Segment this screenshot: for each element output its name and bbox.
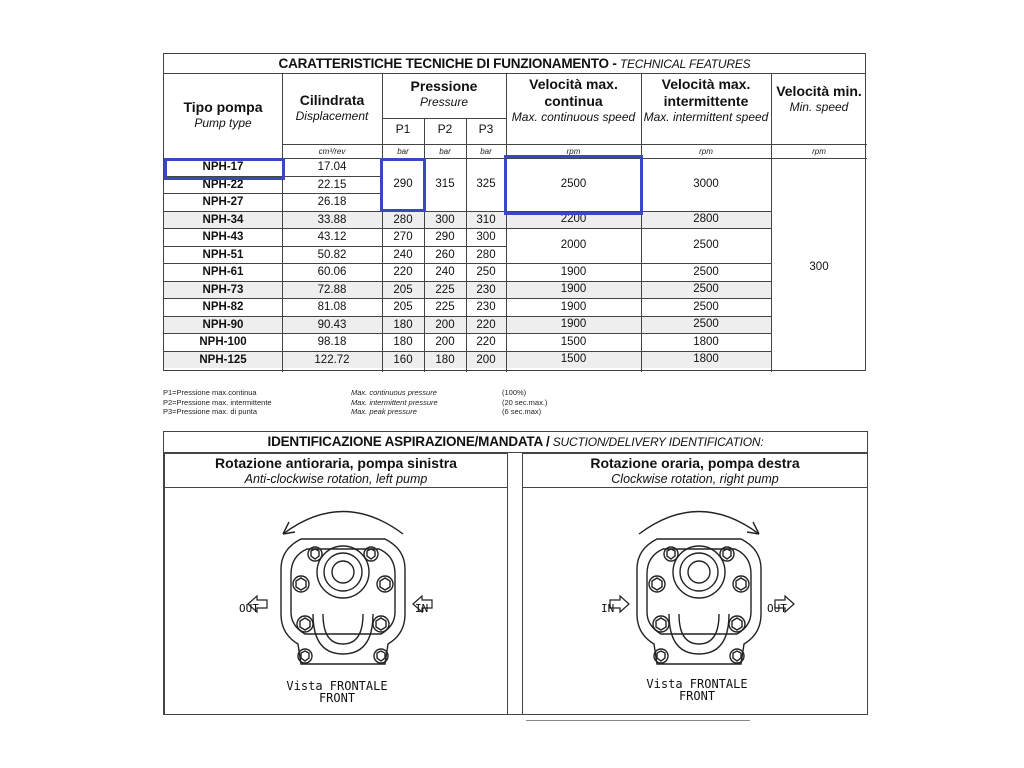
pressure-p2-cell: 225 xyxy=(435,300,455,313)
displacement-cell: 43.12 xyxy=(317,230,347,243)
pressure-p2-cell: 240 xyxy=(435,265,455,278)
model-cell: NPH-100 xyxy=(199,335,247,348)
pressure-p3-cell: 230 xyxy=(476,300,496,313)
cont-43-51: 2000 xyxy=(560,239,587,251)
displacement-cell: 50.82 xyxy=(317,248,347,261)
displacement-cell: 22.15 xyxy=(317,178,347,191)
pressure-p1-cell: 160 xyxy=(393,353,413,366)
cont-100: 1500 xyxy=(560,336,587,348)
pump-drawing-right xyxy=(599,494,799,679)
header-displacement: Cilindrata Displacement xyxy=(295,92,369,123)
left-pane-header: Rotazione antioraria, pompa sinistra Anti-clockwise rotation, left pump xyxy=(165,454,507,488)
inter-90: 2500 xyxy=(693,318,719,330)
inter-125: 1800 xyxy=(693,353,719,365)
displacement-cell: 60.06 xyxy=(317,265,347,278)
bolt-icon xyxy=(649,547,749,663)
pressure-p3-cell: 220 xyxy=(476,335,496,348)
inter-73: 2500 xyxy=(693,283,719,295)
g1-inter: 3000 xyxy=(693,178,719,190)
displacement-cell: 26.18 xyxy=(317,195,347,208)
ident-title: IDENTIFICAZIONE ASPIRAZIONE/MANDATA / SUCTION/DELIVERY IDENTIFICATION: xyxy=(164,432,867,453)
unit-min: rpm xyxy=(812,147,826,156)
header-p2: P2 xyxy=(437,122,453,136)
model-cell: NPH-34 xyxy=(202,213,244,226)
pressure-p2-cell: 260 xyxy=(435,248,455,261)
header-pump-type: Tipo pompa Pump type xyxy=(183,99,263,130)
highlight-p1-290 xyxy=(380,158,426,212)
unit-cont: rpm xyxy=(566,147,581,156)
min-speed-value: 300 xyxy=(809,261,829,273)
g1-p3: 325 xyxy=(476,178,496,190)
legend-english: Max. continuous pressure Max. intermittent pressure Max. peak pressure xyxy=(351,388,438,416)
cont-82: 1900 xyxy=(560,301,587,313)
pressure-p1-cell: 205 xyxy=(393,300,413,313)
pressure-p2-cell: 290 xyxy=(435,230,455,243)
right-out-label: OUT xyxy=(767,602,787,615)
pressure-p1-cell: 270 xyxy=(393,230,413,243)
pressure-p2-cell: 180 xyxy=(435,353,455,366)
header-p1: P1 xyxy=(395,122,411,136)
header-max-continuous-speed: Velocità max. continua Max. continuous speed xyxy=(511,76,636,124)
displacement-cell: 17.04 xyxy=(317,160,347,173)
model-cell: NPH-22 xyxy=(202,178,244,191)
inter-34: 2800 xyxy=(693,213,719,225)
pressure-p2-cell: 225 xyxy=(435,283,455,296)
pressure-p3-cell: 250 xyxy=(476,265,496,278)
right-pane-header: Rotazione oraria, pompa destra Clockwise rotation, right pump xyxy=(523,454,867,488)
unit-p1: bar xyxy=(397,147,409,156)
right-pump-pane xyxy=(522,453,868,715)
header-min-speed: Velocità min. Min. speed xyxy=(776,83,862,114)
highlight-model-nph17 xyxy=(164,158,285,180)
pressure-p3-cell: 310 xyxy=(476,213,496,226)
displacement-cell: 98.18 xyxy=(317,335,347,348)
highlight-continuous-2500 xyxy=(504,155,643,215)
pressure-p1-cell: 240 xyxy=(393,248,413,261)
right-in-label: IN xyxy=(601,602,615,615)
pressure-p1-cell: 280 xyxy=(393,213,413,226)
legend-notes: (100%) (20 sec.max.) (6 sec.max) xyxy=(502,388,548,416)
model-cell: NPH-17 xyxy=(202,160,244,173)
pressure-p1-cell: 220 xyxy=(393,265,413,278)
left-pump-pane xyxy=(164,453,508,715)
cont-90: 1900 xyxy=(560,318,587,330)
g1-cont: 2500 xyxy=(560,178,587,190)
right-vista-label: Vista FRONTALE FRONT xyxy=(646,677,748,703)
displacement-cell: 72.88 xyxy=(317,283,347,296)
bottom-rule xyxy=(526,720,750,721)
pressure-p1-cell: 205 xyxy=(393,283,413,296)
pressure-p2-cell: 200 xyxy=(435,318,455,331)
inter-100: 1800 xyxy=(693,336,719,348)
bolt-icon xyxy=(293,547,393,663)
pressure-p3-cell: 220 xyxy=(476,318,496,331)
technical-features-table xyxy=(163,53,866,371)
model-cell: NPH-27 xyxy=(202,195,244,208)
unit-displacement: cm³/rev xyxy=(318,147,346,156)
pressure-p2-cell: 200 xyxy=(435,335,455,348)
inter-61: 2500 xyxy=(693,266,719,278)
left-vista-label: Vista FRONTALE FRONT xyxy=(286,679,388,705)
unit-p2: bar xyxy=(439,147,451,156)
displacement-cell: 122.72 xyxy=(314,353,350,366)
pressure-p3-cell: 200 xyxy=(476,353,496,366)
inter-82: 2500 xyxy=(693,301,719,313)
pump-drawing-left xyxy=(243,494,443,679)
model-cell: NPH-43 xyxy=(202,230,244,243)
pressure-p3-cell: 300 xyxy=(476,230,496,243)
cont-125: 1500 xyxy=(560,353,587,365)
pressure-p1-cell: 180 xyxy=(393,335,413,348)
model-cell: NPH-125 xyxy=(199,353,247,366)
inter-43-51: 2500 xyxy=(693,239,719,251)
model-cell: NPH-82 xyxy=(202,300,244,313)
left-in-label: IN xyxy=(415,602,429,615)
g1-p1: 290 xyxy=(393,178,413,190)
cont-61: 1900 xyxy=(560,266,587,278)
model-cell: NPH-90 xyxy=(202,318,244,331)
left-out-label: OUT xyxy=(239,602,259,615)
unit-inter: rpm xyxy=(699,147,713,156)
suction-delivery-panel xyxy=(163,431,868,715)
cont-34: 2200 xyxy=(560,213,587,225)
header-pressure: Pressione Pressure xyxy=(410,78,478,109)
g1-p2: 315 xyxy=(435,178,455,190)
model-cell: NPH-51 xyxy=(202,248,244,261)
table-title: CARATTERISTICHE TECNICHE DI FUNZIONAMENTO - TECHNICAL FEATURES xyxy=(164,54,865,74)
legend-italian: P1=Pressione max.continua P2=Pressione max. intermittente P3=Pressione max. di punta xyxy=(163,388,272,416)
header-p3: P3 xyxy=(478,122,494,136)
model-cell: NPH-61 xyxy=(202,265,244,278)
pressure-p3-cell: 280 xyxy=(476,248,496,261)
displacement-cell: 33.88 xyxy=(317,213,347,226)
displacement-cell: 81.08 xyxy=(317,300,347,313)
displacement-cell: 90.43 xyxy=(317,318,347,331)
pressure-p2-cell: 300 xyxy=(435,213,455,226)
cont-73: 1900 xyxy=(560,283,587,295)
model-cell: NPH-73 xyxy=(202,283,244,296)
pressure-p1-cell: 180 xyxy=(393,318,413,331)
unit-p3: bar xyxy=(480,147,492,156)
header-max-intermittent-speed: Velocità max. intermittente Max. intermittent speed xyxy=(643,76,769,124)
pressure-p3-cell: 230 xyxy=(476,283,496,296)
